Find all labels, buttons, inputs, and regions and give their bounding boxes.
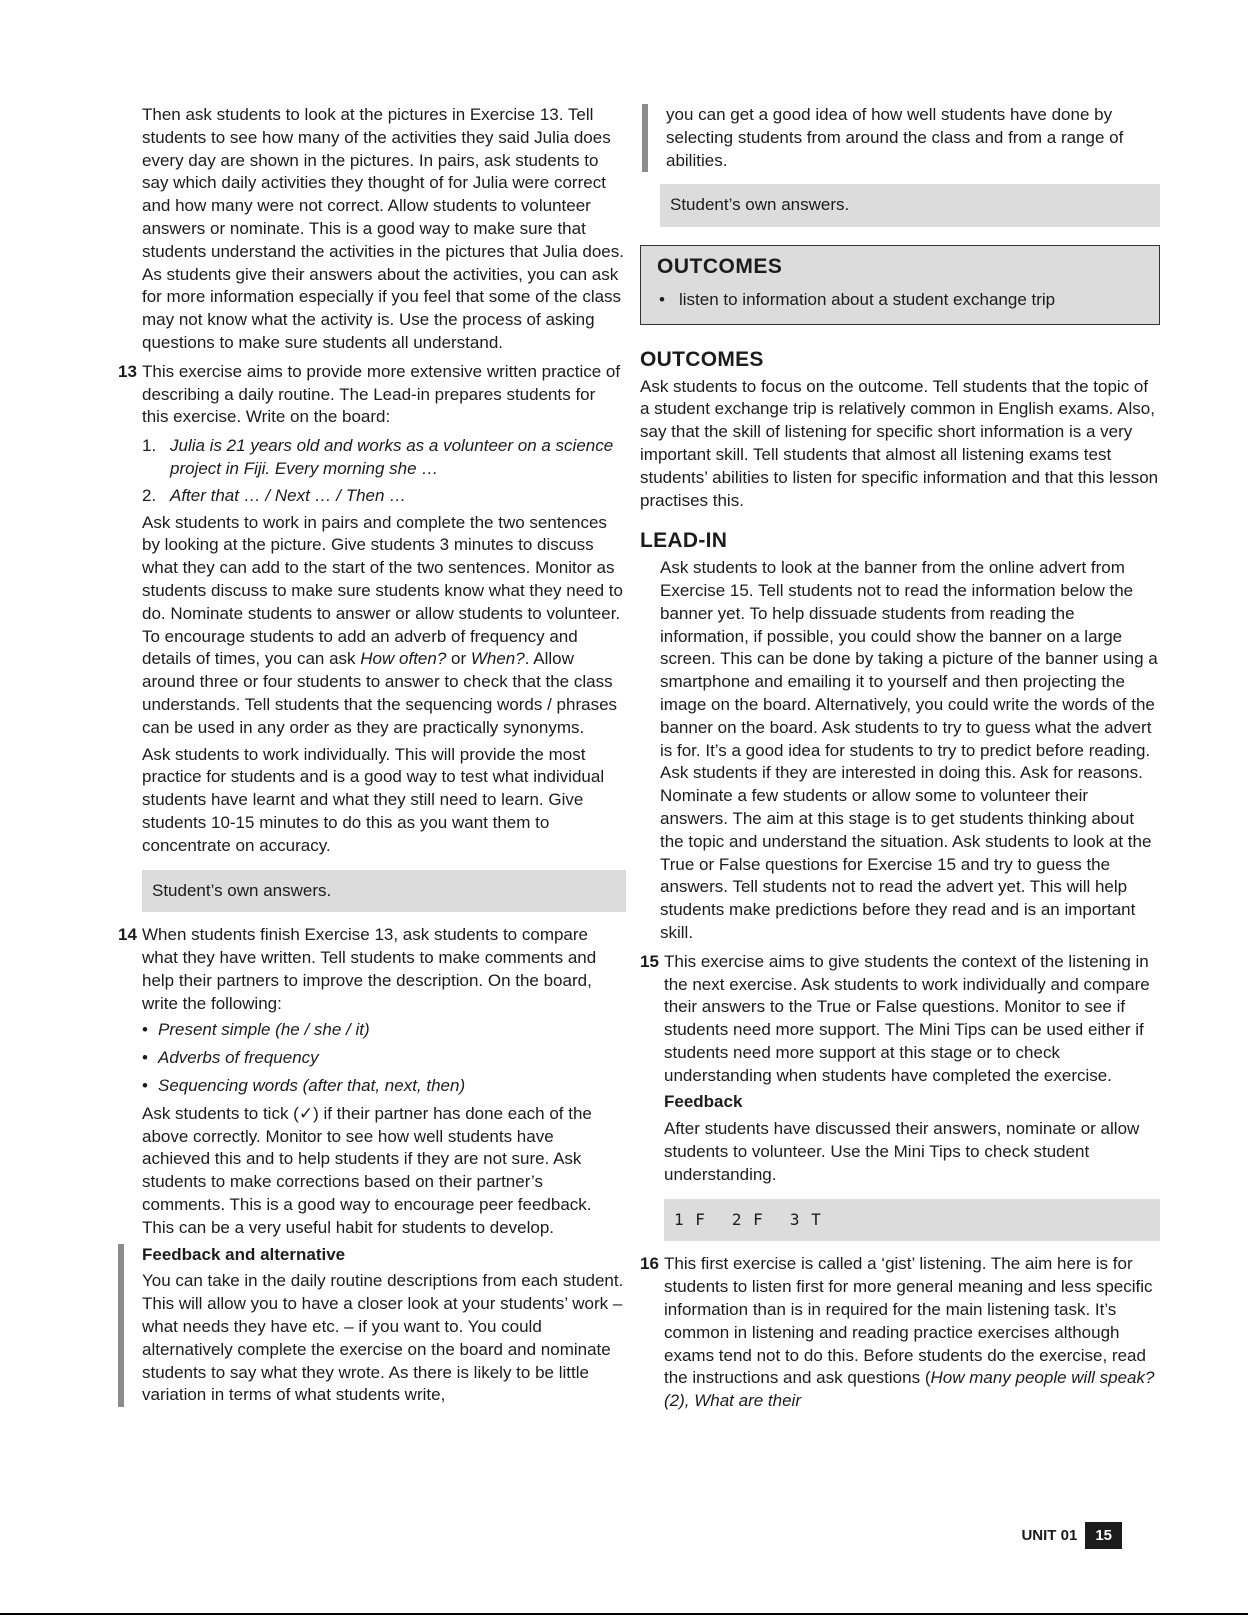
example-item: 2. After that … / Next … / Then … xyxy=(142,485,407,505)
exercise-14-paragraph-2: Ask students to tick (✓) if their partner has done each of the above correctly. Monitor to see how well students have achieved this and to help students if they are not sure. Ask students to make corrections based on their partner’s comments. This is a good way to encourage peer feedback. This can be a very useful habit for students to develop. xyxy=(142,1103,592,1237)
outcomes-list xyxy=(657,289,1143,312)
leadin-heading: LEAD-IN xyxy=(640,529,728,553)
feedback-alternative-block xyxy=(118,1244,626,1408)
exercise-16-text: This first exercise is called a ‘gist’ listening. The aim here is for students to listen first for more general meaning and less specific information than is in required for the main listening task. It’s common in listening and reading practice exercises although exams tend not to do this. Before students do the exercise, read the instructions and ask questions (How many people will speak? (2), What are their xyxy=(664,1254,1155,1411)
board-checklist xyxy=(142,1019,626,1097)
exercise-13-paragraph-3: Ask students to work individually. This will provide the most practice for students and is a good way to test what individual students have learnt and what they still need to learn. Give students 10-15 minutes to do this as you want them to concentrate on accuracy. xyxy=(142,744,605,855)
page-number: 15 xyxy=(1085,1522,1122,1549)
exercise-13-paragraph-2: Ask students to work in pairs and complete the two sentences by looking at the picture. Give students 3 minutes to discuss what they can add to the start of the two sentences. Monitor as students discuss to make sure students know what they need to do. Nominate students to answer or allow students to volunteer. To encourage students to add an adverb of frequency and details of times, you can ask How often? or When?. Allow around three or four students to answer to check that the class understands. Tell students that the sequencing words / phrases can be used in any order as they are practically synonyms. xyxy=(142,512,623,737)
feedback-alternative-text: You can take in the daily routine descriptions from each student. This will allow you to have a closer look at your students’ work – what needs they have etc. – if you want to. You could alternatively complete the exercise on the board and nominate students to say what they wrote. As there is likely to be little variation in terms of what students write, xyxy=(142,1271,624,1405)
exercise-number: 13 xyxy=(118,361,137,381)
outcomes-text: Ask students to focus on the outcome. Tell students that the topic of a student exchange trip is relatively common in English exams. Also, say that the skill of listening for specific short information is a very important skill. Tell students that almost all listening exams test students’ abilities to listen for specific information and that this lesson practises this. xyxy=(640,376,1159,510)
exercise-15 xyxy=(640,951,1160,1242)
outcomes-section xyxy=(640,349,1160,513)
answer-key-item: 1 F xyxy=(674,1209,706,1229)
answer-key-box xyxy=(664,1199,1160,1242)
unit-label: UNIT 01 xyxy=(1021,1527,1078,1544)
exercise-number: 16 xyxy=(640,1254,659,1274)
example-item: 1. Julia is 21 years old and works as a volunteer on a science project in Fiji. Every morning she … xyxy=(142,436,614,478)
exercise-13-text: This exercise aims to provide more extensive written practice of describing a daily routine. The Lead-in prepares students for this exercise. Write on the board: xyxy=(142,361,621,427)
feedback-heading: Feedback xyxy=(664,1092,743,1112)
outcomes-box xyxy=(640,245,1160,325)
exercise-14-text: When students finish Exercise 13, ask students to compare what they have written. Tell students to make comments and help their partners to improve the description. On the board, write the following: xyxy=(142,925,597,1013)
outcomes-heading: OUTCOMES xyxy=(640,347,764,371)
exercise-number: 14 xyxy=(118,925,137,945)
checklist-item: • Adverbs of frequency xyxy=(142,1047,626,1070)
answer-key-item: 3 T xyxy=(789,1209,822,1229)
answer-key-item: 2 F xyxy=(731,1209,764,1229)
exercise-16 xyxy=(640,1253,1160,1413)
exercise-15-text: This exercise aims to give students the context of the listening in the next exercise. Ask students to work individually and compare their answers to the True or False questions. Monitor to see if students need more support. The Mini Tips can be used either if students need more support at this stage or to check understanding when students have completed the exercise. xyxy=(664,951,1150,1085)
answer-box: Student’s own answers. xyxy=(142,870,626,913)
intro-paragraph: Then ask students to look at the pictures in Exercise 13. Tell students to see how many of the activities they said Julia does every day are shown in the pictures. In pairs, ask students to say which daily activities they thought of for Julia were correct and how many were not correct. Allow students to volunteer answers or nominate. This is a good way to make sure that students understand the activities in the pictures that Julia does. As students give their answers about the activities, you can ask for more information especially if you feel that some of the class may not know what the activity is. Use the process of asking questions to make sure students all understand. xyxy=(142,105,624,352)
outcome-item: • listen to information about a student exchange trip xyxy=(657,289,1143,312)
checklist-item: • Present simple (he / she / it) xyxy=(142,1019,626,1042)
example-sentences xyxy=(142,435,626,507)
right-column xyxy=(640,104,1160,1413)
bottom-rule xyxy=(0,1613,1248,1615)
checklist-item: • Sequencing words (after that, next, then) xyxy=(142,1075,626,1098)
leadin-text: Ask students to look at the banner from the online advert from Exercise 15. Tell students not to read the information below the banner yet. To help dissuade students from reading the information, if possible, you could show the banner on a large screen. This can be done by taking a picture of the banner using a smartphone and emailing it to yourself and then projecting the image on the board. Alternatively, you could write the words of the banner on the board. Ask students to try to guess what the advert is for. It’s a good idea for students to try to predict before reading. Ask students if they are interested in doing this. Ask for reasons. Nominate a few students or allow some to volunteer their answers. The aim at this stage is to get students thinking about the topic and understand the situation. Ask students to look at the True or False questions for Exercise 15 and try to guess the answers. Tell students not to read the advert yet. This will help students make predictions before they read and is an important skill. xyxy=(660,558,1158,942)
exercise-13 xyxy=(118,361,626,913)
exercise-number: 15 xyxy=(640,951,659,971)
answer-box: Student’s own answers. xyxy=(660,184,1160,227)
leadin-section xyxy=(640,529,1160,944)
continued-feedback-block xyxy=(642,104,1160,172)
feedback-text: After students have discussed their answers, nominate or allow students to volunteer. Use the Mini Tips to check student understanding. xyxy=(664,1119,1140,1184)
page-footer xyxy=(1021,1522,1122,1549)
exercise-14 xyxy=(118,924,626,1407)
continued-text: you can get a good idea of how well students have done by selecting students from around the class and from a range of abilities. xyxy=(666,105,1124,170)
left-column xyxy=(118,104,626,1407)
outcomes-box-title: OUTCOMES xyxy=(657,255,783,279)
feedback-alternative-heading: Feedback and alternative xyxy=(142,1244,346,1264)
